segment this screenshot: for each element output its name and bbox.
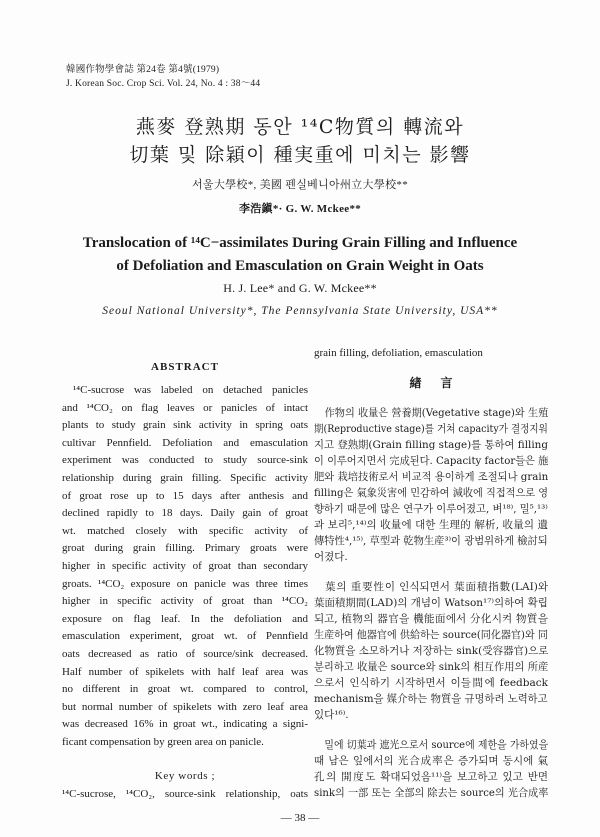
abstract-line: higher in specific activity of groat than secondary: [62, 559, 308, 572]
abstract-line: exposure on flag leaf. In the defoliation and: [62, 612, 308, 625]
introduction-line: 化物質을 소모하거나 저장하는 sink(受容器官)으로: [314, 645, 549, 657]
keywords-line: ¹⁴C-sucrose, ¹⁴CO₂, source-sink relationship, oats: [62, 788, 308, 800]
introduction-line: filling은 氣象災害에 민감하여 減收에 직접적으로 영: [314, 487, 549, 499]
korean-title-line: 燕麥 登熟期 동안 ¹⁴C物質의 轉流와: [135, 116, 465, 138]
abstract-line: but normal number of spikelets with zero leaf area: [62, 700, 308, 713]
abstract-line: relationship during grain filling. Specific activity: [62, 471, 308, 484]
introduction-line: 지고 登熟期(Grain filling stage)를 통하여 filling: [314, 439, 548, 451]
introduction-line: 肥와 栽培技術로서 비교적 용이하게 조절되나 grain: [314, 471, 549, 483]
keywords-line: grain filling, defoliation, emasculation: [314, 347, 483, 359]
introduction-line: 葉의 重要性이 인식되면서 葉面積指數(LAI)와: [325, 581, 548, 593]
page-number: — 38 —: [280, 812, 320, 824]
introduction-line: 傳特性⁴,¹⁵⁾, 草型과 乾物生産³⁾이 광범위하게 檢討되: [314, 535, 548, 547]
introduction-line: 때 남은 잎에서의 光合成率은 증가되며 동시에 氣: [314, 755, 548, 767]
abstract-line: and ¹⁴CO₂ on flag leaves or panicles of intact: [62, 401, 308, 414]
introduction-line: 있다¹⁶⁾.: [314, 709, 349, 721]
journal-header: [66, 63, 366, 91]
introduction-heading: 緖 言: [409, 376, 453, 390]
introduction-line: 作物의 收量은 營養期(Vegetative stage)와 生殖: [324, 407, 549, 419]
introduction-line: 으로서 인식하기 시작하면서 이들間에 feedback: [314, 677, 548, 689]
introduction-line: 生産하여 他器官에 供給하는 source(同化器官)와 同: [314, 629, 548, 641]
abstract-line: no different in groat wt. compared to control,: [62, 683, 308, 696]
introduction-line: 孔의 開度도 확대되었음¹¹⁾을 보고하고 있고 반면: [314, 771, 548, 783]
abstract-line: of groat rose up to 15 days after anthesis and: [62, 489, 308, 502]
english-title: [0, 232, 600, 278]
english-authors: H. J. Lee* and G. W. Mckee**: [223, 281, 377, 295]
introduction-line: 되고, 植物의 器官을 機能面에서 分化시켜 物質을: [314, 613, 548, 625]
abstract-line: plants to study grain sink activity in spring oats: [62, 419, 308, 432]
introduction-line: 期(Reproductive stage)를 거쳐 capacity가 결정지워: [314, 423, 548, 435]
introduction-paragraph: [314, 737, 548, 801]
abstract-line: Half number of spikelets with half leaf area was: [62, 665, 308, 678]
abstract-line: emasculation experiment, groat wt. of Pennfield: [62, 630, 308, 643]
abstract-line: higher in specific activity of groat than ¹⁴CO₂: [62, 595, 308, 608]
korean-affiliations: 서울大學校*, 美國 펜실베니아州立大學校**: [191, 179, 409, 191]
journal-name: 韓國作物學會誌 第24卷 第4號(1979): [66, 65, 220, 75]
abstract-line: cultivar Pennfield. Defoliation and emasculation: [62, 436, 308, 449]
introduction-line: 향하기 때문에 많은 연구가 이루어졌고, 벼¹⁸⁾, 밀⁵,¹³⁾: [314, 503, 548, 515]
abstract-line: groat during grain filling. Primary groats were: [62, 542, 308, 555]
introduction-line: 분리하고 收量은 source와 sink의 相互作用의 所産: [314, 661, 549, 673]
abstract-line: ficant compensation by green area on panicle.: [62, 735, 264, 748]
abstract-line: oats decreased as ratio of source/sink decreased.: [62, 647, 308, 660]
introduction-line: 밀에 切葉과 遮光으로서 source에 제한을 가하였을: [324, 739, 549, 751]
introduction-line: 어졌다.: [314, 551, 348, 563]
introduction-line: mechanism을 媒介하는 物質을 규명하려 노력하고: [314, 693, 548, 705]
abstract-line: ¹⁴C-sucrose was labeled on detached panicles: [73, 384, 308, 396]
abstract-line: wt. matched closely with specific activity of: [62, 524, 308, 537]
english-title-line: of Defoliation and Emasculation on Grain Weight in Oats: [116, 258, 484, 274]
abstract-line: groats. ¹⁴CO₂ exposure on panicle was three times: [62, 577, 308, 590]
english-title-line: Translocation of ¹⁴C−assimilates During Grain Filling and Influence: [82, 235, 518, 251]
introduction-line: sink의 一部 또는 全部의 除去는 source의 光合成率: [314, 787, 549, 799]
abstract-line: was decreased 16% in groat wt., indicating a signi-: [62, 718, 308, 731]
introduction-paragraph: [314, 405, 548, 565]
journal-citation: J. Korean Soc. Crop Sci. Vol. 24, No. 4 : 38～44: [66, 79, 261, 89]
introduction-line: 葉面積期間(LAD)의 개념이 Watson¹⁷⁾의하여 확립: [314, 597, 548, 609]
english-affiliations: Seoul National University*, The Pennsylvania State University, USA**: [102, 305, 498, 317]
korean-title-line: 切葉 및 除穎이 種実重에 미치는 影響: [129, 144, 471, 166]
korean-title: [0, 113, 600, 169]
korean-authors: 李浩鎭*· G. W. Mckee**: [238, 203, 362, 215]
introduction-paragraph: [314, 579, 548, 723]
abstract-heading: ABSTRACT: [151, 361, 219, 373]
abstract-line: declined rapidly to 18 days. Daily gain of groat: [62, 507, 308, 520]
abstract-body: [62, 382, 308, 751]
keywords-label: Key words ;: [154, 770, 216, 782]
abstract-line: experiment was conducted to study source-sink: [62, 454, 308, 467]
introduction-line: 과 보리⁵,¹⁴⁾의 收量에 대한 生理的 解析, 收量의 遺: [314, 519, 548, 531]
introduction-line: 이 이루어지면서 完成된다. Capacity factor들은 施: [314, 455, 549, 467]
